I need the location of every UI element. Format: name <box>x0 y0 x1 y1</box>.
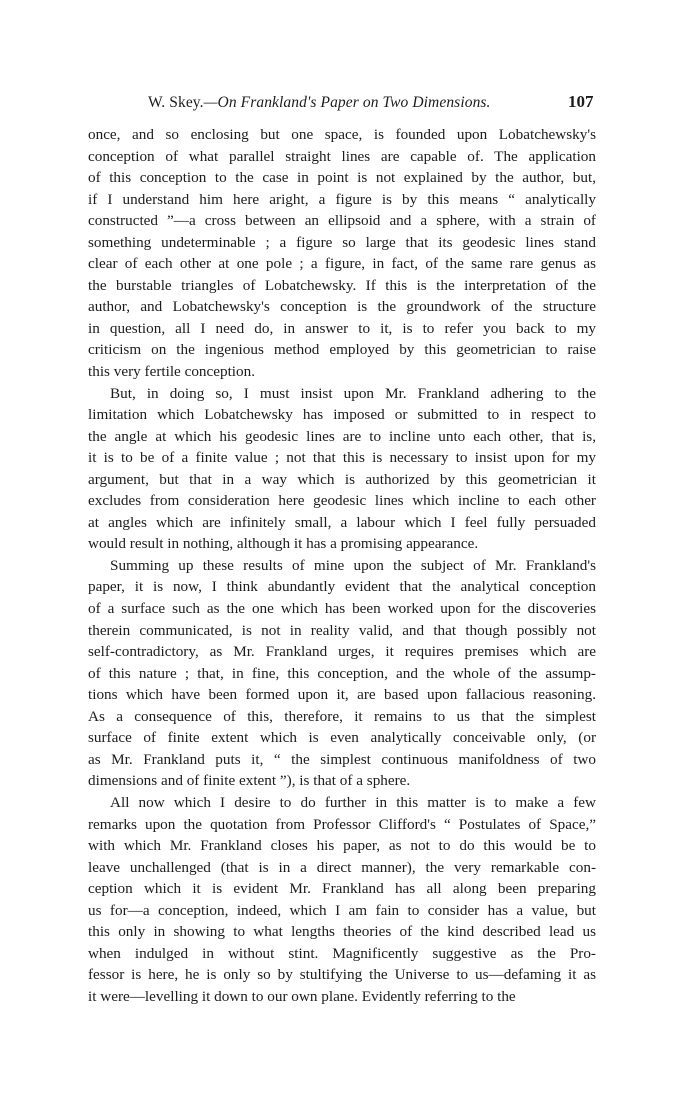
text-line: if I understand him here aright, a figure is by this means “ analytically <box>88 190 596 208</box>
article-title: —On Frankland's Paper on Two Dimensions. <box>203 94 491 111</box>
text-line: with which Mr. Frankland closes his paper, as not to do this would be to <box>88 837 596 855</box>
text-line: But, in doing so, I must insist upon Mr. Frankland adhering to the <box>110 384 596 402</box>
text-line: at angles which are infinitely small, a labour which I feel fully persuaded <box>88 513 596 531</box>
text-line: when indulged in without stint. Magnificently suggestive as the Pro- <box>88 944 596 962</box>
text-line: ception which it is evident Mr. Frankland has all along been preparing <box>88 880 596 898</box>
text-line: All now which I desire to do further in this matter is to make a few <box>110 793 596 811</box>
text-line: something undeterminable ; a figure so large that its geodesic lines stand <box>88 233 596 251</box>
text-line: leave unchallenged (that is in a direct manner), the very remarkable con- <box>88 858 596 876</box>
text-line: us for—a conception, indeed, which I am fain to consider has a value, but <box>88 901 596 919</box>
text-line: this only in showing to what lengths theories of the kind described lead us <box>88 923 596 941</box>
text-line: of a surface such as the one which has been worked upon for the discoveries <box>88 600 596 618</box>
text-line: Summing up these results of mine upon the subject of Mr. Frankland's <box>110 556 596 574</box>
text-line: it is to be of a finite value ; not that this is necessary to insist upon for my <box>88 449 596 467</box>
text-line: constructed ”—a cross between an ellipsoid and a sphere, with a strain of <box>88 212 596 230</box>
text-line: conception of what parallel straight lines are capable of. The application <box>88 147 596 165</box>
text-line: once, and so enclosing but one space, is founded upon Lobatchewsky's <box>88 126 596 143</box>
text-line: in question, all I need do, in answer to it, is to refer you back to my <box>88 319 596 337</box>
text-line: of this conception to the case in point is not explained by the author, but, <box>88 169 596 187</box>
text-line: therein communicated, is not in reality valid, and that though possibly not <box>88 621 596 639</box>
text-line: paper, it is now, I think abundantly evident that the analytical conception <box>88 578 596 596</box>
text-line: criticism on the ingenious method employed by this geometrician to raise <box>88 341 596 359</box>
body-text <box>88 124 596 1007</box>
text-line: it were—levelling it down to our own plane. Evidently referring to the <box>88 987 516 1005</box>
text-line: dimensions and of finite extent ”), is that of a sphere. <box>88 772 411 790</box>
running-head-title <box>148 94 491 112</box>
paragraph <box>88 792 596 1007</box>
running-header <box>0 94 685 118</box>
text-line: remarks upon the quotation from Professor Clifford's “ Postulates of Space,” <box>88 815 596 833</box>
text-line: author, and Lobatchewsky's conception is the groundwork of the structure <box>88 298 596 316</box>
text-line: the burstable triangles of Lobatchewsky. If this is the interpretation of the <box>88 276 596 294</box>
paragraph <box>88 555 596 792</box>
text-line: limitation which Lobatchewsky has imposed or submitted to in respect to <box>88 406 596 424</box>
text-line: of this nature ; that, in fine, this conception, and the whole of the assump- <box>88 664 596 682</box>
text-line: fessor is here, he is only so by stultifying the Universe to us—defaming it as <box>88 966 596 984</box>
text-line: this very fertile conception. <box>88 363 256 381</box>
text-line: the angle at which his geodesic lines are to incline unto each other, that is, <box>88 427 596 445</box>
paragraph <box>88 383 596 555</box>
text-line: As a consequence of this, therefore, it remains to us that the simplest <box>88 707 596 725</box>
text-line: as Mr. Frankland puts it, “ the simplest continuous manifoldness of two <box>88 750 596 768</box>
text-line: self-contradictory, as Mr. Frankland urges, it requires premises which are <box>88 643 596 661</box>
text-line: surface of finite extent which is even analytically conceivable only, (or <box>88 729 596 747</box>
text-line: would result in nothing, although it has a promising appearance. <box>88 535 479 553</box>
page-number: 107 <box>568 92 594 111</box>
text-line: argument, but that in a way which is authorized by this geometrician it <box>88 470 596 488</box>
text-line: clear of each other at one pole ; a figure, in fact, of the same rare genus as <box>88 255 596 273</box>
text-line: excludes from consideration here geodesic lines which incline to each other <box>88 492 596 510</box>
author-name: W. Skey. <box>148 94 204 111</box>
paragraph <box>88 124 596 383</box>
text-line: tions which have been formed upon it, are based upon fallacious reasoning. <box>88 686 596 704</box>
